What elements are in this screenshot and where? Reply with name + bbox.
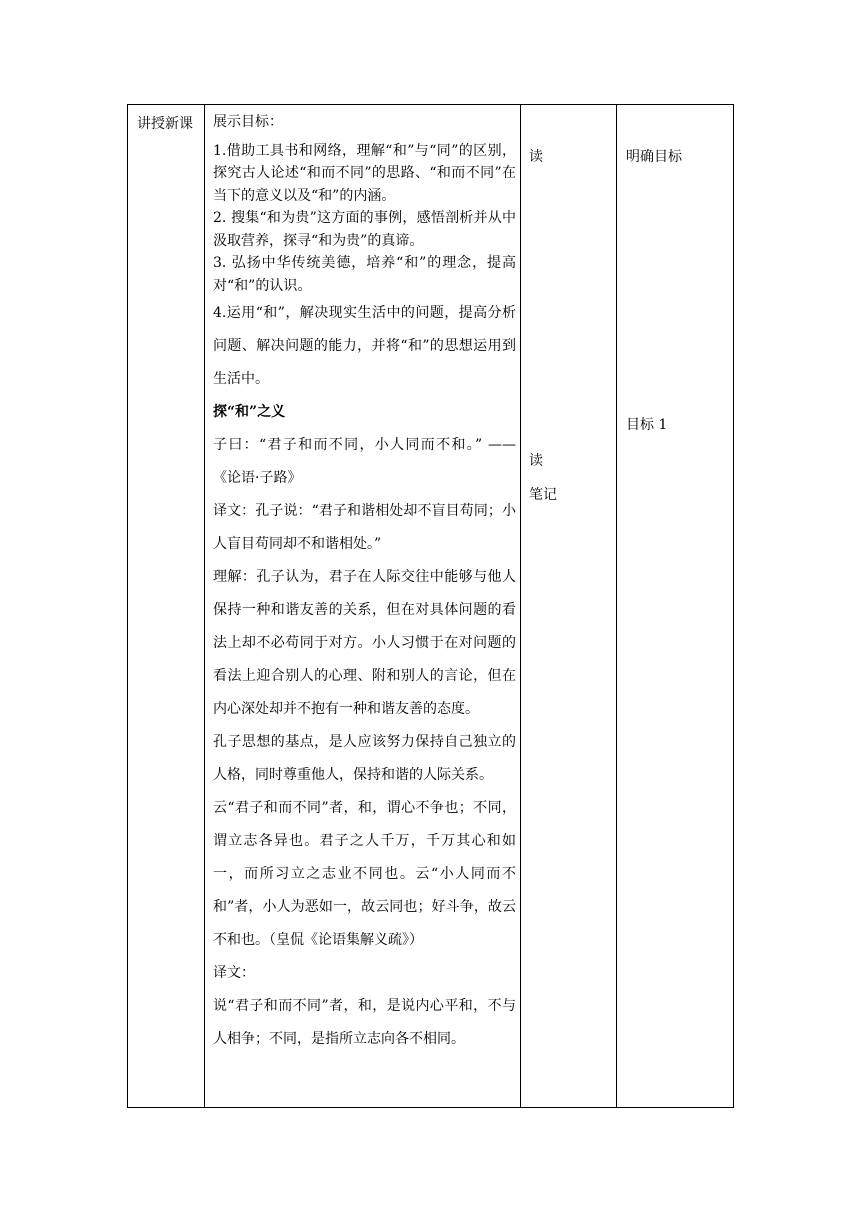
intent-goals: 明确目标 <box>626 149 682 165</box>
column-divider <box>520 105 521 1107</box>
content-cell <box>213 111 516 1056</box>
activity-read: 读 <box>529 149 543 165</box>
column-divider <box>204 105 205 1107</box>
goal-item: 4.运用“和”，解决现实生活中的问题，提高分析问题、解决问题的能力，并将“和”的思想运用到生活中。 <box>213 305 516 387</box>
commentary-paragraph: 云“君子和而不同”者，和，谓心不争也；不同，谓立志各异也。君子之人千万，千万其心和如一，而所习立之志业不同也。云“小人同而不和”者，小人为恶如一，故云同也；好斗争，故云不和也。（皇侃《论语集解义疏》） <box>213 800 516 948</box>
activity-read: 读 <box>529 453 543 469</box>
quote-paragraph: 子曰：“君子和而不同，小人同而不和。” ——《论语·子路》 <box>213 437 516 486</box>
translation-paragraph: 说“君子和而不同”者，和，是说内心平和，不与人相争；不同，是指所立志向各不相同。 <box>213 998 516 1047</box>
column-divider <box>616 105 617 1107</box>
lesson-plan-table <box>127 104 734 1108</box>
intent-goal-1: 目标 1 <box>626 417 668 433</box>
activity-notes: 笔记 <box>529 487 557 503</box>
goal-item: 2. 搜集“和为贵”这方面的事例，感悟剖析并从中汲取营养，探寻“和为贵”的真谛。 <box>213 210 516 249</box>
understanding-paragraph: 理解：孔子认为，君子在人际交往中能够与他人保持一种和谐友善的关系，但在对具体问题的看法上却不必苟同于对方。小人习惯于在对问题的看法上迎合别人的心理、附和别人的言论，但在内心深处却并不抱有一种和谐友善的态度。 <box>213 569 516 717</box>
goal-item: 1.借助工具书和网络，理解“和”与“同”的区别，探究古人论述“和而不同”的思路、“和而不同”在当下的意义以及“和”的内涵。 <box>213 142 516 204</box>
stage-cell: 讲授新课 <box>137 116 193 132</box>
translation-paragraph: 译文：孔子说：“君子和谐相处却不盲目苟同；小人盲目苟同却不和谐相处。” <box>213 503 516 552</box>
section-title: 探“和”之义 <box>213 404 286 420</box>
goal-item: 3. 弘扬中华传统美德，培养“和”的理念，提高对“和”的认识。 <box>213 255 516 294</box>
translation-label: 译文： <box>213 965 255 981</box>
thought-paragraph: 孔子思想的基点，是人应该努力保持自己独立的人格，同时尊重他人，保持和谐的人际关系。 <box>213 734 516 783</box>
goals-heading: 展示目标： <box>213 114 283 130</box>
